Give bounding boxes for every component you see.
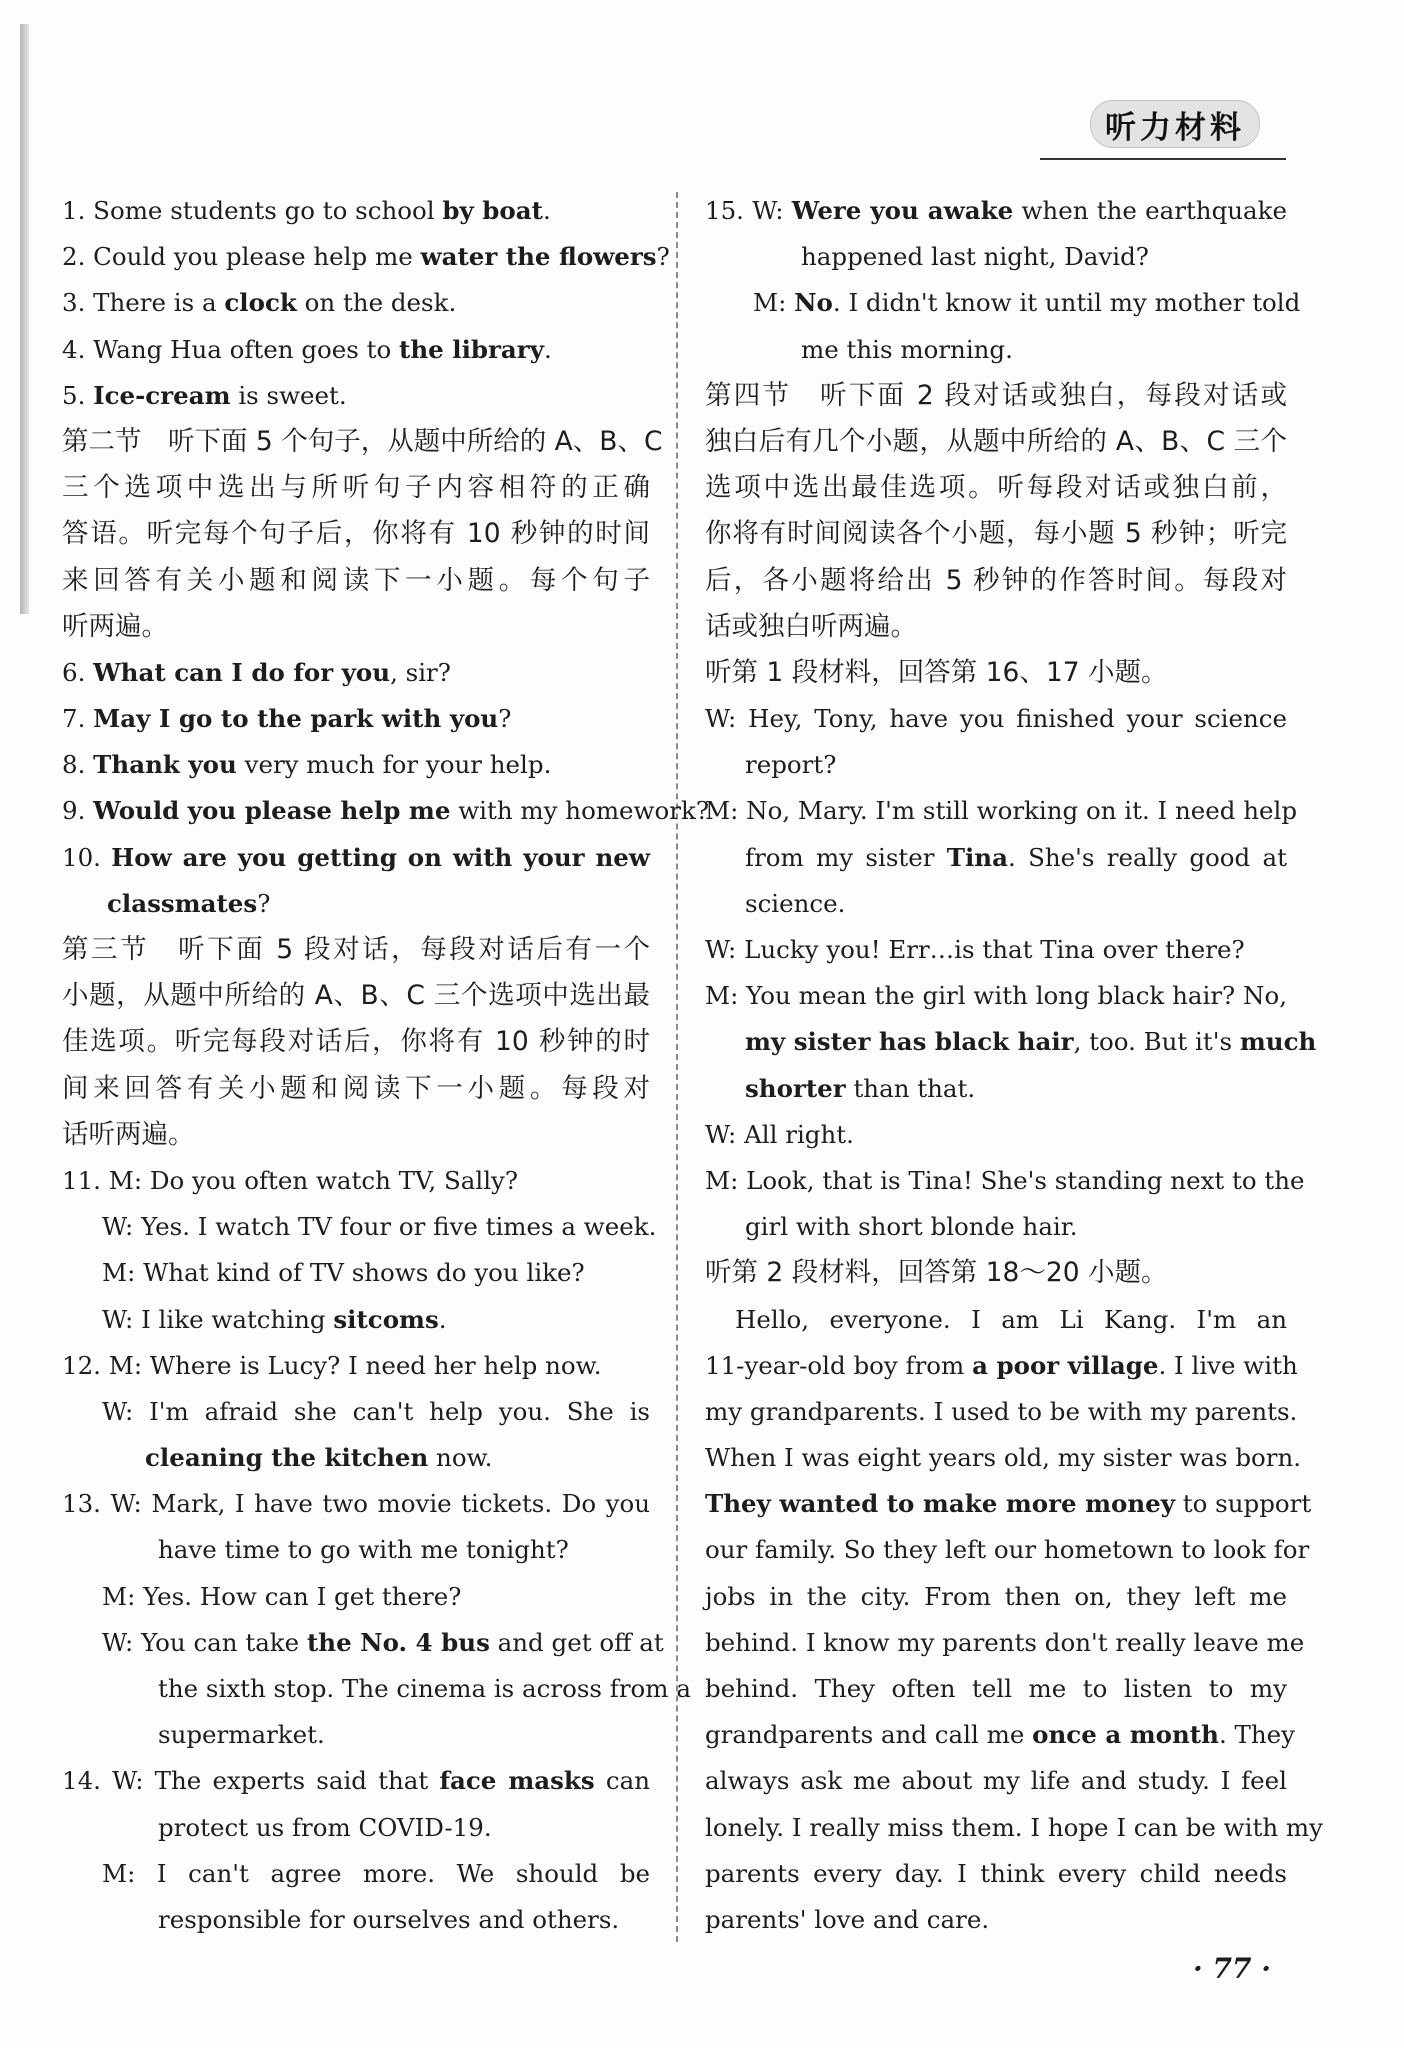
text-run: 听两遍。 [62,610,168,642]
right-line [705,1851,1287,1897]
right-line [705,280,1301,326]
right-line [705,973,1287,1019]
text-run: W: You can take [102,1627,307,1657]
text-run: . [543,334,552,364]
bold-keyword: shorter [745,1073,846,1103]
text-run: 12. M: Where is Lucy? I need her help now. [62,1350,602,1380]
text-run: M: Look, that is Tina! She's standing next to the [705,1165,1305,1195]
text-run: 9. [62,796,94,826]
right-line [705,696,1287,742]
left-line [62,788,709,834]
text-run: always ask me about my life and study. I feel [705,1766,1287,1796]
right-line [705,1297,1287,1343]
bold-keyword: water the flowers [420,242,657,272]
text-run: 小题，从题中所给的 A、B、C 三个选项中选出最 [62,980,650,1012]
text-run: W: I like watching [102,1304,334,1334]
right-line [705,1574,1287,1620]
right-line [705,465,1287,511]
text-run: M: No, Mary. I'm still working on it. I need help [705,796,1298,826]
left-line [62,511,650,557]
text-run: is sweet. [230,380,347,410]
text-run: 3. There is a [62,288,225,318]
text-run: 话听两遍。 [62,1118,195,1150]
left-line [62,1527,650,1573]
left-line [62,1250,650,1296]
text-run: 11-year-old boy from [705,1350,973,1380]
right-line [705,1805,1323,1851]
text-run: supermarket. [158,1720,325,1750]
text-run: 第四节 听下面 2 段对话或独白，每段对话或 [705,379,1287,411]
left-line [62,604,650,650]
text-run: 后，各小题将给出 5 秒钟的作答时间。每段对 [705,564,1287,596]
text-run: science. [745,888,846,918]
text-run: my grandparents. I used to be with my parents. [705,1396,1298,1426]
text-run: than that. [845,1073,976,1103]
text-run: with my homework? [450,796,709,826]
left-line [62,373,650,419]
right-line [705,1620,1305,1666]
text-run: 答语。听完每个句子后，你将有 10 秒钟的时间 [62,518,650,550]
left-line [62,1897,650,1943]
right-line [705,1481,1312,1527]
bold-keyword: cleaning the kitchen [145,1443,429,1473]
text-run: 7. [62,704,94,734]
bold-keyword: face masks [439,1766,595,1796]
left-line [62,1343,650,1389]
left-line [62,1066,650,1112]
text-run: protect us from COVID-19. [158,1812,492,1842]
left-line [62,1389,650,1435]
header-rule [1040,158,1286,160]
right-line [705,881,1287,927]
text-run: parents' love and care. [705,1904,990,1934]
bold-keyword: Would you please help me [93,796,451,826]
bold-keyword: a poor village [972,1350,1159,1380]
text-run: 6. [62,657,94,687]
text-run: on the desk. [296,288,457,318]
text-run: parents every day. I think every child needs [705,1858,1287,1888]
right-line [705,234,1287,280]
bold-keyword: classmates [107,888,258,918]
right-line [705,742,1287,788]
left-line [62,1481,650,1527]
text-run: report? [745,750,837,780]
text-run: grandparents and call me [705,1720,1033,1750]
text-run: 间来回答有关小题和阅读下一小题。每段对 [62,1072,650,1104]
left-line [62,558,650,604]
right-line [705,1343,1298,1389]
text-run: 10. [62,842,112,872]
text-run: 听第 1 段材料，回答第 16、17 小题。 [705,656,1168,688]
text-run: can [594,1766,650,1796]
right-line [705,1112,1287,1158]
right-line [705,1712,1295,1758]
bold-keyword: much [1239,1027,1317,1057]
text-run: 2. Could you please help me [62,242,421,272]
text-run: behind. I know my parents don't really leave me [705,1627,1305,1657]
bold-keyword: No [794,288,833,318]
right-line [705,650,1287,696]
text-run: 第三节 听下面 5 段对话，每段对话后有一个 [62,934,650,965]
right-line [705,327,1287,373]
text-run: the sixth stop. The cinema is across from a [158,1674,691,1703]
text-run: now. [428,1443,493,1473]
text-run: 来回答有关小题和阅读下一小题。每个句子 [62,564,650,596]
left-line [62,696,650,742]
left-line [62,1666,691,1712]
left-line [62,234,670,280]
text-run: me this morning. [801,334,1013,364]
right-line [705,1527,1310,1573]
bold-keyword: What can I do for you [93,657,391,687]
bold-keyword: Ice-cream [93,380,231,410]
text-run: Hello, everyone. I am Li Kang. I'm an [735,1304,1287,1334]
left-line [62,835,650,881]
right-line [705,835,1287,881]
right-line [705,1066,1287,1112]
left-line [62,1112,650,1158]
text-run: have time to go with me tonight? [158,1535,569,1565]
text-run: W: Yes. I watch TV four or five times a week. [102,1212,657,1242]
left-line [62,188,650,234]
left-line [62,327,650,373]
text-run: 听第 2 段材料，回答第 18～20 小题。 [705,1257,1168,1289]
text-run: 佳选项。听完每段对话后，你将有 10 秒钟的时 [62,1026,650,1058]
bold-keyword: sitcoms [333,1304,439,1334]
text-run: W: Hey, Tony, have you finished your science [705,704,1287,734]
text-run: 11. M: Do you often watch TV, Sally? [62,1165,519,1195]
right-line [705,1250,1287,1296]
text-run: M: I can't agree more. We should be [102,1858,650,1888]
left-line [62,1019,650,1065]
text-run: ? [498,704,512,734]
bold-keyword: They wanted to make more money [705,1489,1176,1519]
text-run: . She's really good at [1008,842,1287,872]
text-run: our family. So they left our hometown to look for [705,1535,1310,1565]
right-line [705,1666,1287,1712]
text-run: 1. Some students go to school [62,196,443,225]
right-line [705,558,1287,604]
text-run: ? [656,242,670,272]
text-run: ? [257,888,271,918]
text-run: 第二节 听下面 5 个句子，从题中所给的 A、B、C [62,425,663,457]
text-run: M: What kind of TV shows do you like? [102,1258,585,1288]
text-run: 独白后有几个小题，从题中所给的 A、B、C 三个 [705,425,1287,457]
left-line [62,1712,650,1758]
text-run: lonely. I really miss them. I hope I can be with my [705,1812,1323,1842]
right-line [705,1435,1302,1481]
text-run: from my sister [745,842,947,872]
right-line [705,1158,1305,1204]
text-run: 选项中选出最佳选项。听每段对话或独白前， [705,472,1287,504]
left-line [62,1758,650,1804]
text-run: to support [1175,1489,1312,1519]
right-line [705,1897,1287,1943]
left-line [62,742,650,788]
text-run: W: I'm afraid she can't help you. She is [102,1396,650,1426]
bold-keyword: How are you getting on with your new [111,842,650,872]
left-line [62,465,650,511]
text-run: 你将有时间阅读各个小题，每小题 5 秒钟；听完 [705,518,1287,550]
bold-keyword: the No. 4 bus [306,1627,490,1657]
right-line [705,604,1287,650]
right-line [705,1204,1287,1250]
right-line [705,419,1287,465]
right-line [705,373,1287,419]
left-line [62,419,663,465]
text-run: . [542,196,551,225]
text-run: . They [1218,1720,1295,1750]
text-run: responsible for ourselves and others. [158,1904,620,1934]
text-run: . [438,1304,447,1334]
text-run: behind. They often tell me to listen to my [705,1674,1287,1703]
text-run: jobs in the city. From then on, they left me [705,1581,1287,1611]
text-run: , too. But it's [1073,1027,1240,1057]
left-line [62,1204,657,1250]
right-line [705,788,1298,834]
bold-keyword: my sister has black hair [745,1027,1074,1057]
text-run: W: Lucky you! Err…is that Tina over there? [705,935,1245,964]
bold-keyword: Were you awake [791,196,1014,225]
text-run: 三个选项中选出与所听句子内容相符的正确 [62,472,650,504]
text-run: When I was eight years old, my sister was born. [705,1443,1302,1473]
right-line [705,927,1287,973]
bold-keyword: once a month [1032,1720,1219,1750]
text-run: when the earthquake [1013,196,1287,225]
text-run: 话或独白听两遍。 [705,610,917,642]
left-column [62,188,709,1943]
text-run: W: All right. [705,1119,854,1149]
left-line [62,927,650,973]
text-run: 5. [62,380,94,410]
left-line [62,1297,650,1343]
text-run: happened last night, David? [801,242,1149,272]
left-line [62,1435,650,1481]
left-line [62,1851,650,1897]
text-run: . I didn't know it until my mother told [832,288,1301,318]
page-number: · 77 · [1193,1952,1271,1985]
left-line [62,1158,650,1204]
bold-keyword: by boat [442,196,543,225]
left-line [62,1574,650,1620]
text-run: M: Yes. How can I get there? [102,1581,462,1611]
bold-keyword: May I go to the park with you [93,704,499,734]
bold-keyword: Thank you [93,750,237,780]
right-line [705,188,1287,234]
left-line [62,280,650,326]
text-run: 14. W: The experts said that [62,1766,440,1796]
left-line [62,650,650,696]
left-line [62,1620,664,1666]
section-badge: 听力材料 [1090,100,1260,148]
right-line [705,511,1287,557]
text-run: 8. [62,750,94,780]
text-run: , sir? [390,657,451,687]
bold-keyword: clock [224,288,297,318]
text-run: M: [753,288,795,318]
text-run: 4. Wang Hua often goes to [62,334,400,364]
book-spine-shadow [20,24,29,614]
bold-keyword: the library [399,334,544,364]
text-run: . I live with [1158,1350,1298,1380]
left-line [62,881,650,927]
text-run: M: You mean the girl with long black hair? No, [705,981,1287,1011]
right-line [705,1758,1287,1804]
left-line [62,973,650,1019]
left-line [62,1805,650,1851]
text-run: 13. W: Mark, I have two movie tickets. Do you [62,1489,650,1519]
text-run: and get off at [489,1627,664,1657]
right-line [705,1389,1298,1435]
text-run: girl with short blonde hair. [745,1212,1078,1242]
text-run: very much for your help. [236,750,552,780]
right-line [705,1019,1317,1065]
bold-keyword: Tina [946,842,1008,872]
right-column [705,188,1323,1943]
text-run: 15. W: [705,196,792,225]
